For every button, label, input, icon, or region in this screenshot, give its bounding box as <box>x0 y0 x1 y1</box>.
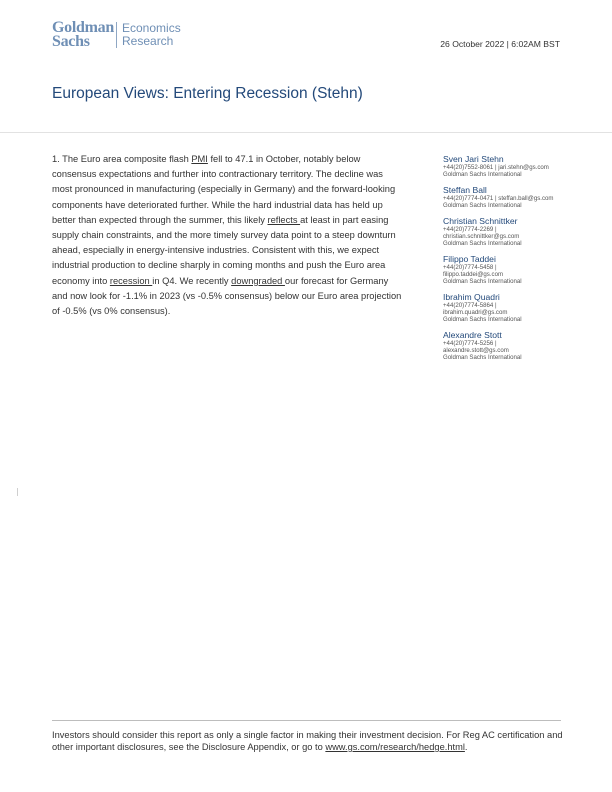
body-text-5: our forecast for Germany and now look for -1.1% in 2023 (vs -0.5% consensus) below our Euro area projection of -0.5% (vs 0% consensus). <box>52 275 402 317</box>
author-email: christian.schnittker@gs.com <box>443 233 520 240</box>
pmi-link[interactable]: PMI <box>191 154 208 164</box>
division-line-2: Research <box>122 34 174 48</box>
body-text-3: at least in part easing supply chain constraints, and the more timely survey data point to a steep downturn ahead, especially in energy-intensive industries. Consistent with this, we expect industrial production to decline sharply in coming months and push the Euro area economy into <box>52 214 396 286</box>
author-name: Filippo Taddei <box>443 254 496 264</box>
logo-divider <box>116 22 117 48</box>
author-name: Steffan Ball <box>443 185 487 195</box>
author-contact: +44(20)7774-5458 | <box>443 264 497 271</box>
author-email: filippo.taddei@gs.com <box>443 271 504 278</box>
author-contact: +44(20)7774-2269 | <box>443 226 497 233</box>
recession-link[interactable]: recession <box>109 275 153 286</box>
disclosure-end: . <box>464 742 468 752</box>
author-contact: +44(20)7552-8061 | jari.stehn@gs.com <box>443 164 549 171</box>
logo-line-2: Sachs <box>52 33 90 50</box>
author-contact: +44(20)7774-0471 | steffan.ball@gs.com <box>443 195 554 202</box>
downgraded-link[interactable]: downgraded <box>231 275 285 286</box>
author-name: Christian Schnittker <box>443 216 518 226</box>
margin-mark <box>17 488 18 496</box>
author-org: Goldman Sachs International <box>443 240 522 247</box>
disclosure-link[interactable]: www.gs.com/research/hedge.html <box>325 742 465 752</box>
author-list <box>443 154 573 368</box>
report-title: European Views: Entering Recession (Stehn) <box>52 85 363 102</box>
division-name <box>122 22 181 48</box>
author-name: Alexandre Stott <box>443 330 502 340</box>
author-entry <box>443 154 573 178</box>
author-org: Goldman Sachs International <box>443 171 522 178</box>
logo-line-1: Goldman <box>52 19 114 36</box>
footer-divider <box>52 720 561 721</box>
author-name: Ibrahim Quadri <box>443 292 500 302</box>
disclosure-footer <box>52 729 572 753</box>
logo-wordmark <box>52 21 114 49</box>
author-org: Goldman Sachs International <box>443 202 522 209</box>
author-org: Goldman Sachs International <box>443 278 522 285</box>
author-entry <box>443 292 573 323</box>
author-email: ibrahim.quadri@gs.com <box>443 309 508 316</box>
disclosure-text: Investors should consider this report as only a single factor in making their investment decision. For Reg AC certification and other important disclosures, see the Disclosure Appendix, or go to <box>52 730 563 752</box>
author-entry <box>443 254 573 285</box>
body-text-2: fell to 47.1 in October, notably below consensus expectations and further into contractionary territory. The decline was most pronounced in manufacturing (especially in Germany) and the forward-looking components have deteriorated further. While the hard industrial data has held up better than expected through the summer, this likely <box>52 154 396 225</box>
division-line-1: Economics <box>122 21 181 35</box>
author-contact: +44(20)7774-5864 | <box>443 302 497 309</box>
author-contact: +44(20)7774-5256 | <box>443 340 497 347</box>
author-name: Sven Jari Stehn <box>443 154 504 164</box>
author-entry <box>443 185 573 209</box>
body-text-4: in Q4. We recently <box>152 275 232 286</box>
author-entry <box>443 216 573 247</box>
body-paragraph <box>52 152 402 319</box>
header-divider <box>0 132 612 133</box>
body-text-1: 1. The Euro area composite flash <box>52 154 192 164</box>
reflects-link[interactable]: reflects <box>267 214 301 225</box>
report-date: 26 October 2022 | 6:02AM BST <box>440 39 560 49</box>
author-org: Goldman Sachs International <box>443 354 522 361</box>
author-entry <box>443 330 573 361</box>
author-email: alexandre.stott@gs.com <box>443 347 509 354</box>
author-org: Goldman Sachs International <box>443 316 522 323</box>
